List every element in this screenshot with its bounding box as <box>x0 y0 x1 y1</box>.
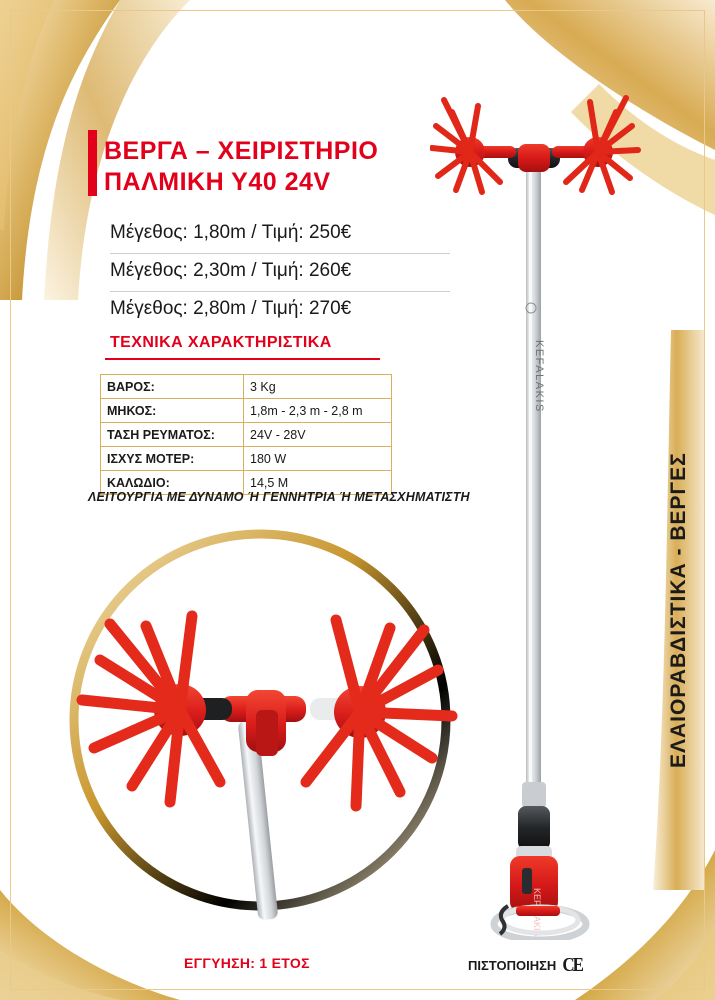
table-row <box>101 399 392 423</box>
product-image-main <box>430 40 680 940</box>
spec-value: 3 Kg <box>244 375 392 399</box>
tech-specs-underline <box>105 358 380 360</box>
table-row <box>101 423 392 447</box>
spec-value: 24V - 28V <box>244 423 392 447</box>
side-vertical-title: ΕΛΑΙΟΡΑΒΔΙΣΤΙΚΑ - ΒΕΡΓΕΣ <box>667 452 690 768</box>
tech-specs-heading: ΤΕΧΝΙΚΑ ΧΑΡΑΚΤΗΡΙΣΤΙΚΑ <box>110 334 332 351</box>
spec-key: ΙΣΧΥΣ ΜΟΤΕΡ: <box>101 447 244 471</box>
tech-specs-table <box>100 374 392 495</box>
headline-accent-bar <box>88 130 97 196</box>
price-row: Μέγεθος: 1,80m / Τιμή: 250€ <box>110 216 450 254</box>
ce-mark-icon: CE <box>562 953 582 976</box>
table-row <box>101 375 392 399</box>
headline-block <box>104 136 434 199</box>
headline-line-2: ΠΑΛΜΙΚΗ Υ40 24V <box>104 168 331 197</box>
product-image-detail <box>60 520 460 920</box>
certification-block <box>468 955 582 975</box>
spec-value: 180 W <box>244 447 392 471</box>
price-row: Μέγεθος: 2,30m / Τιμή: 260€ <box>110 254 450 292</box>
table-row <box>101 447 392 471</box>
spec-value: 14,5 M <box>244 471 392 495</box>
price-list <box>110 216 450 329</box>
warranty-label: ΕΓΓΥΗΣΗ: 1 ΕΤΟΣ <box>184 955 310 971</box>
headline-line-1: ΒΕΡΓΑ – ΧΕΙΡΙΣΤΗΡΙΟ <box>104 137 379 165</box>
tech-specs-note: ΛΕΙΤΟΥΡΓΙΑ ΜΕ ΔΥΝΑΜΟ Ή ΓΕΝΝΗΤΡΙΑ Ή ΜΕΤΑΣΧΗΜΑΤΙΣΤΗ <box>88 490 470 504</box>
svg-text:KEFALAKIS: KEFALAKIS <box>533 340 545 413</box>
spec-value: 1,8m - 2,3 m - 2,8 m <box>244 399 392 423</box>
spec-key: ΒΑΡΟΣ: <box>101 375 244 399</box>
spec-key: ΜΗΚΟΣ: <box>101 399 244 423</box>
certification-label: ΠΙΣΤΟΠΟΙΗΣΗ <box>468 957 557 973</box>
spec-key: ΚΑΛΩΔΙΟ: <box>101 471 244 495</box>
price-row: Μέγεθος: 2,80m / Τιμή: 270€ <box>110 298 352 319</box>
spec-key: ΤΑΣΗ ΡΕΥΜΑΤΟΣ: <box>101 423 244 447</box>
